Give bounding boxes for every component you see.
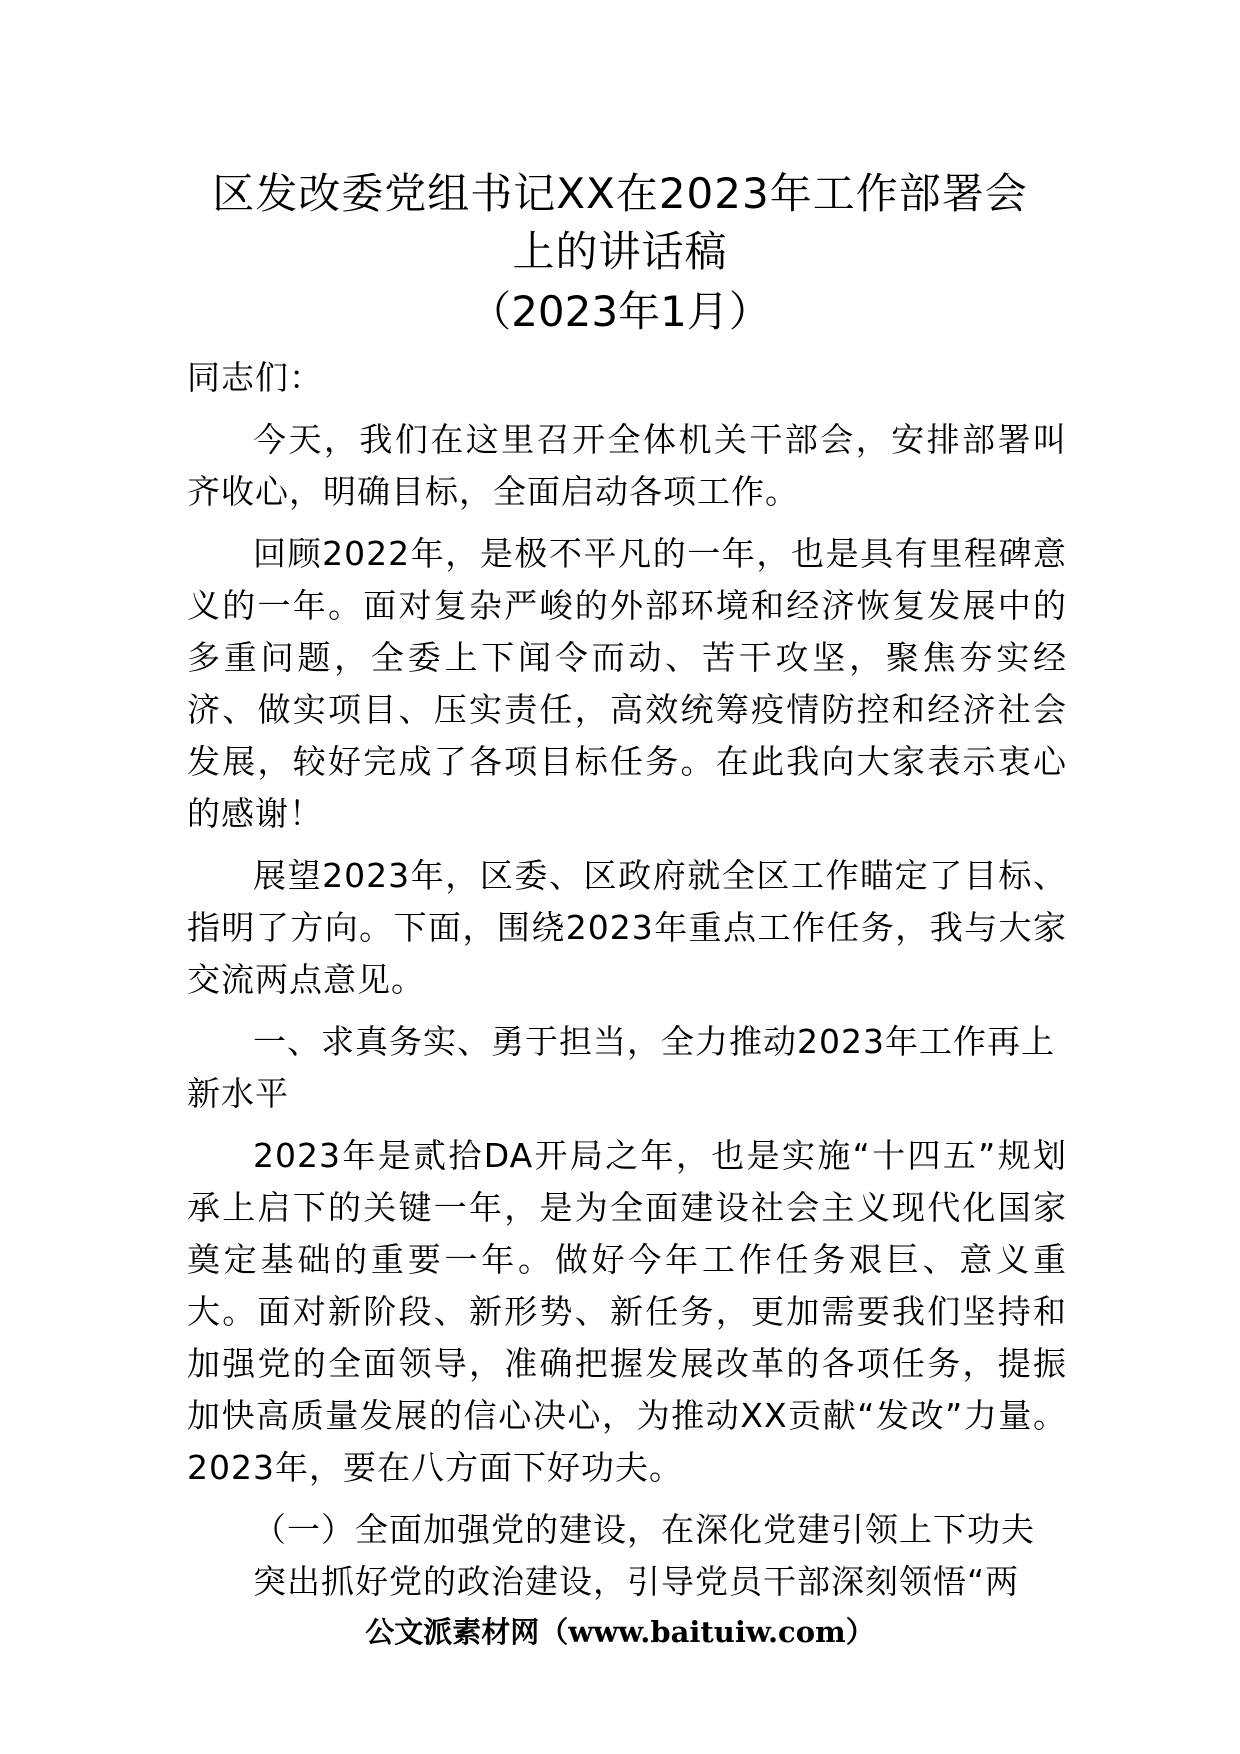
document-title-block (140, 165, 1100, 341)
paragraph-opening: 今天，我们在这里召开全体机关干部会，安排部署叫齐收心，明确目标，全面启动各项工作。 (187, 420, 1067, 511)
document-body (187, 352, 1067, 1608)
salutation: 同志们： (187, 358, 323, 397)
paragraph-review-2022: 回顾2022年，是极不平凡的一年，也是具有里程碑意义的一年。面对复杂严峻的外部环境和经济恢复发展中的多重问题，全委上下闻令而动、苦干攻坚，聚焦夯实经济、做实项目、压实责任，高效统筹疫情防控和经济社会发展，较好完成了各项目标任务。在此我向大家表示衷心的感谢！ (187, 534, 1067, 833)
paragraph-party-building: 突出抓好党的政治建设，引导党员干部深刻领悟“两 (253, 1562, 1020, 1601)
subsection-heading-1: （一）全面加强党的建设，在深化党建引领上下功夫 (253, 1510, 1035, 1549)
document-date-line: （2023年1月） (469, 287, 771, 336)
paragraph-2023-context: 2023年是贰拾DA开局之年，也是实施“十四五”规划承上启下的关键一年，是为全面建设社会主义现代化国家奠定基础的重要一年。做好今年工作任务艰巨、意义重大。面对新阶段、新形势、新任务，更加需要我们坚持和加强党的全面领导，准确把握发展改革的各项任务，提振加快高质量发展的信心决心，为推动XX贡献“发改”力量。2023年，要在八方面下好功夫。 (187, 1136, 1067, 1487)
section-heading-1: 一、求真务实、勇于担当，全力推动2023年工作再上新水平 (187, 1022, 1055, 1113)
paragraph-outlook-2023: 展望2023年，区委、区政府就全区工作瞄定了目标、指明了方向。下面，围绕2023年重点工作任务，我与大家交流两点意见。 (187, 856, 1067, 999)
document-title-line-2: 上的讲话稿 (512, 227, 728, 276)
document-title-line-1: 区发改委党组书记XX在2023年工作部署会 (212, 169, 1028, 218)
footer-watermark: 公文派素材网（www.baituiw.com） (365, 1615, 875, 1649)
